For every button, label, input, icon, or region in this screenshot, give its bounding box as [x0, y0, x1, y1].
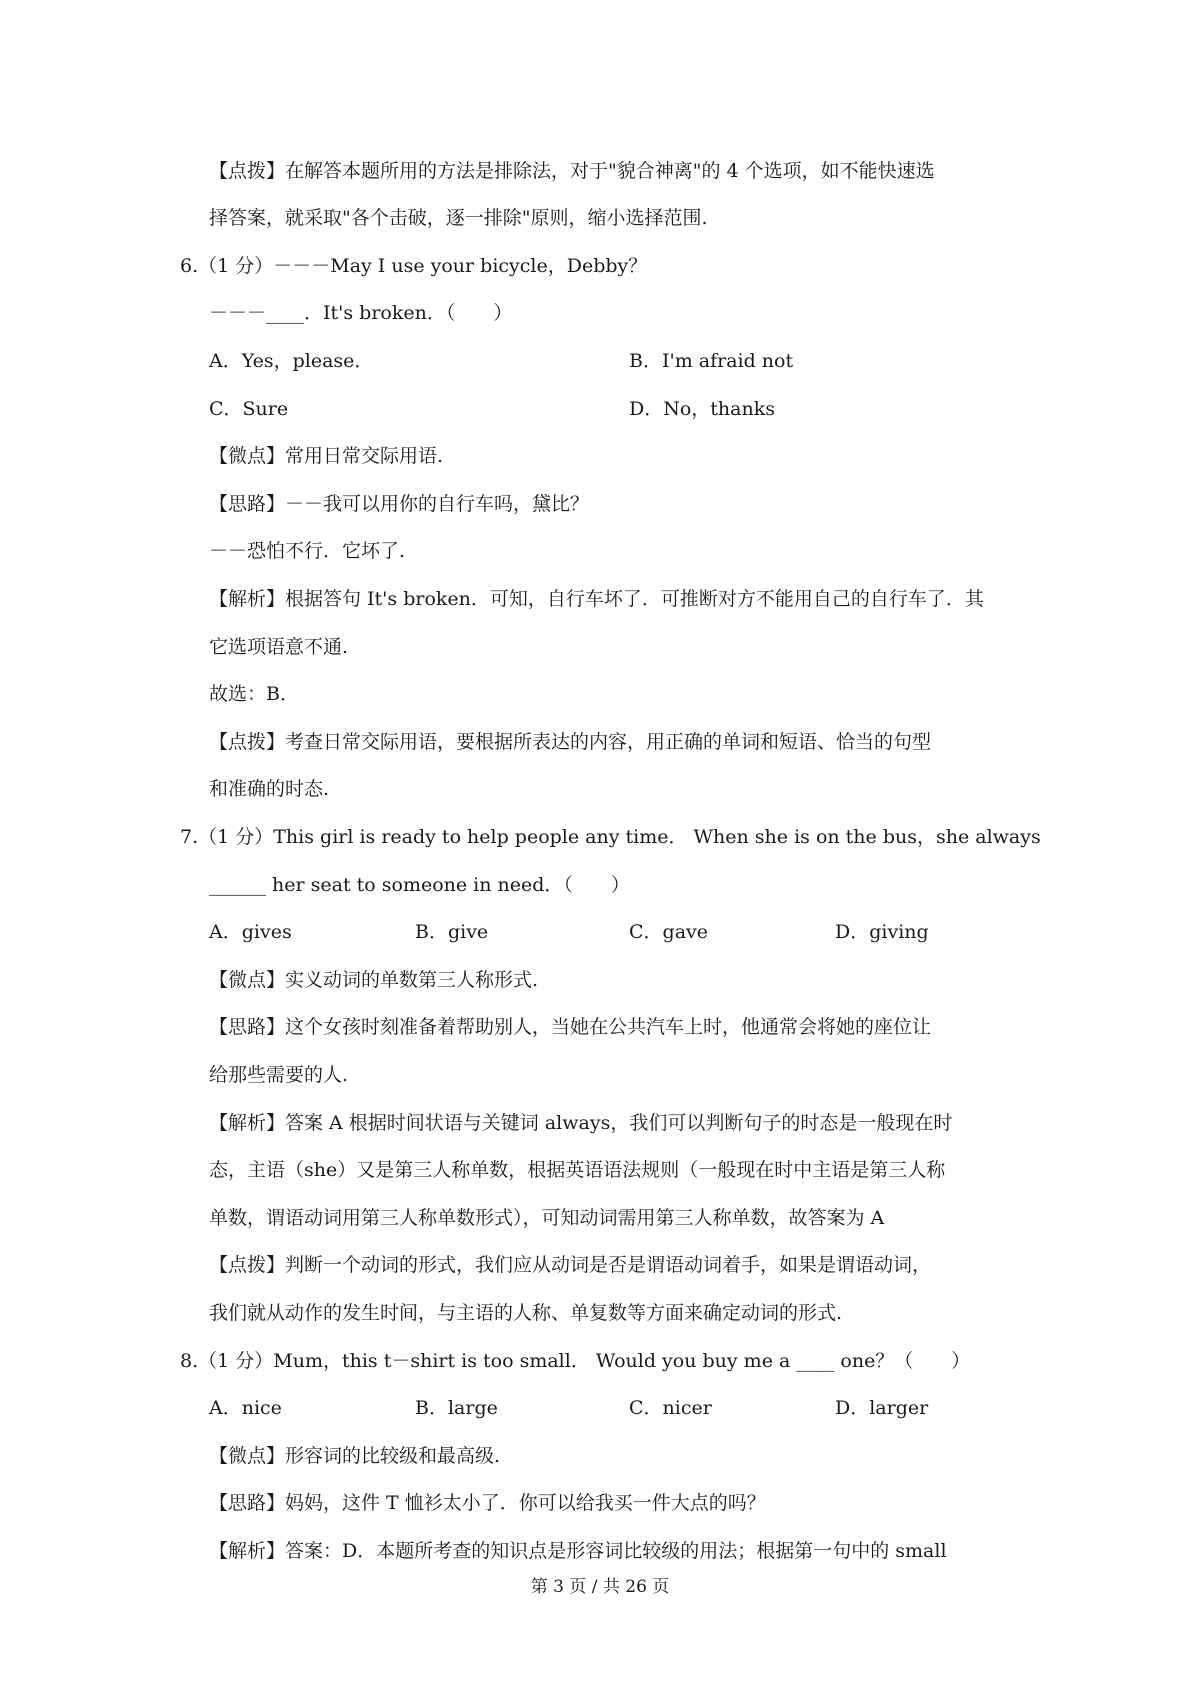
q6-jiexi-line-2: 它选项语意不通.	[209, 636, 349, 658]
q8-silu-line-1: 【思路】妈妈，这件 T 恤衫太小了．你可以给我买一件大点的吗？	[209, 1492, 766, 1514]
q6-options-row-2	[209, 396, 1029, 422]
q8-stem: 8.（1 分）Mum，this t－shirt is too small． Would you buy me a ____ one？（ ）	[180, 1350, 971, 1372]
q6-silu-line-1: 【思路】－－我可以用你的自行车吗，黛比？	[209, 493, 590, 515]
q8-option-b[interactable]: B．large	[415, 1397, 498, 1419]
q7-option-d[interactable]: D．giving	[835, 921, 929, 943]
q8-weidian: 【微点】形容词的比较级和最高级.	[209, 1445, 501, 1467]
q6-jiexi-line-1: 【解析】根据答句 It's broken．可知，自行车坏了．可推断对方不能用自己的自行车了．其	[209, 588, 984, 610]
q8-option-a[interactable]: A．nice	[209, 1397, 282, 1419]
q7-dianbo-line-1: 【点拨】判断一个动词的形式，我们应从动词是否是谓语动词着手，如果是谓语动词，	[209, 1254, 932, 1276]
q6-stem: 6.（1 分）－－－May I use your bicycle，Debby？	[180, 255, 648, 277]
q7-stem-line-2: ______ her seat to someone in need．（ ）	[209, 874, 630, 896]
q6-option-a[interactable]: A．Yes，please．	[209, 350, 374, 372]
q8-jiexi-line-1: 【解析】答案：D．本题所考查的知识点是形容词比较级的用法；根据第一句中的 small	[209, 1540, 947, 1562]
q5-dianbo-line-2: 择答案，就采取"各个击破，逐一排除"原则，缩小选择范围.	[209, 207, 708, 229]
q7-options-row	[209, 919, 1029, 945]
q7-option-c[interactable]: C．gave	[629, 921, 709, 943]
q8-options-row	[209, 1395, 1029, 1421]
q6-silu-line-2: －－恐怕不行．它坏了.	[209, 540, 406, 562]
q6-dianbo-line-1: 【点拨】考查日常交际用语，要根据所表达的内容，用正确的单词和短语、恰当的句型	[209, 731, 932, 753]
q6-answer: 故选：B．	[209, 683, 299, 705]
q6-options-row-1	[209, 348, 1029, 374]
q5-dianbo-line-1: 【点拨】在解答本题所用的方法是排除法，对于"貌合神离"的 4 个选项，如不能快速选	[209, 160, 935, 182]
q8-option-d[interactable]: D．larger	[835, 1397, 929, 1419]
q6-option-c[interactable]: C．Sure	[209, 398, 289, 420]
q8-option-c[interactable]: C．nicer	[629, 1397, 712, 1419]
q7-option-b[interactable]: B．give	[415, 921, 489, 943]
q7-silu-line-2: 给那些需要的人.	[209, 1064, 349, 1086]
q7-stem: 7.（1 分）This girl is ready to help people any time． When she is on the bus，she always	[180, 826, 1041, 848]
q6-option-d[interactable]: D．No，thanks	[629, 398, 775, 420]
q6-dianbo-line-2: 和准确的时态.	[209, 778, 330, 800]
q7-jiexi-line-2: 态，主语（she）又是第三人称单数，根据英语语法规则（一般现在时中主语是第三人称	[209, 1159, 946, 1181]
q7-silu-line-1: 【思路】这个女孩时刻准备着帮助别人，当她在公共汽车上时，他通常会将她的座位让	[209, 1016, 932, 1038]
q6-weidian: 【微点】常用日常交际用语.	[209, 445, 444, 467]
q7-option-a[interactable]: A．gives	[209, 921, 292, 943]
q6-option-b[interactable]: B．I'm afraid not	[629, 350, 794, 372]
page-footer: 第 3 页 / 共 26 页	[530, 1577, 670, 1597]
q7-jiexi-line-1: 【解析】答案 A 根据时间状语与关键词 always，我们可以判断句子的时态是一般现在时	[209, 1112, 953, 1134]
q7-weidian: 【微点】实义动词的单数第三人称形式.	[209, 969, 539, 991]
q7-jiexi-line-3: 单数，谓语动词用第三人称单数形式），可知动词需用第三人称单数，故答案为 A	[209, 1207, 885, 1229]
q7-dianbo-line-2: 我们就从动作的发生时间，与主语的人称、单复数等方面来确定动词的形式.	[209, 1302, 843, 1324]
q6-stem-line-2: －－－____．It's broken．（ ）	[209, 302, 513, 324]
